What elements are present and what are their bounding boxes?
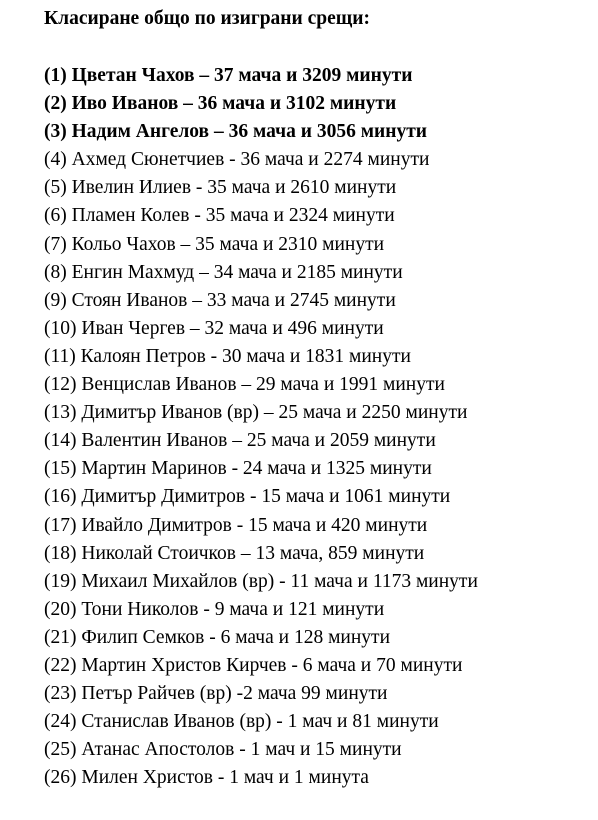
- list-item: (18) Николай Стоичков – 13 мача, 859 минути: [44, 542, 425, 564]
- list-item: (21) Филип Семков - 6 мача и 128 минути: [44, 626, 391, 648]
- list-item: (3) Надим Ангелов – 36 мача и 3056 минути: [44, 121, 428, 143]
- list-item: (10) Иван Чергев – 32 мача и 496 минути: [44, 317, 384, 339]
- list-item: (15) Мартин Маринов - 24 мача и 1325 минути: [44, 458, 432, 480]
- list-item: (25) Атанас Апостолов - 1 мач и 15 минути: [44, 739, 402, 761]
- list-item: (11) Калоян Петров - 30 мача и 1831 минути: [44, 345, 411, 367]
- list-item: (23) Петър Райчев (вр) -2 мача 99 минути: [44, 683, 388, 705]
- list-item: (2) Иво Иванов – 36 мача и 3102 минути: [44, 93, 397, 115]
- list-item: (7) Кольо Чахов – 35 мача и 2310 минути: [44, 233, 385, 255]
- list-item: (24) Станислав Иванов (вр) - 1 мач и 81 минути: [44, 711, 439, 733]
- list-item: (5) Ивелин Илиев - 35 мача и 2610 минути: [44, 177, 397, 199]
- list-item: (16) Димитър Димитров - 15 мача и 1061 минути: [44, 486, 451, 508]
- list-item: (1) Цветан Чахов – 37 мача и 3209 минути: [44, 65, 413, 86]
- list-item: (26) Милен Христов - 1 мач и 1 минута: [44, 767, 369, 789]
- list-item: (13) Димитър Иванов (вр) – 25 мача и 2250 минути: [44, 402, 468, 424]
- list-item: (6) Пламен Колев - 35 мача и 2324 минути: [44, 205, 395, 227]
- list-item: (14) Валентин Иванов – 25 мача и 2059 минути: [44, 430, 436, 452]
- standings-list: [44, 62, 478, 792]
- list-item: (4) Ахмед Сюнетчиев - 36 мача и 2274 минути: [44, 149, 430, 171]
- list-item: (8) Енгин Махмуд – 34 мача и 2185 минути: [44, 261, 403, 283]
- list-item: (22) Мартин Христов Кирчев - 6 мача и 70 минути: [44, 654, 463, 676]
- list-item: (17) Ивайло Димитров - 15 мача и 420 минути: [44, 514, 428, 536]
- list-item: (19) Михаил Михайлов (вр) - 11 мача и 1173 минути: [44, 570, 478, 592]
- page-title: Класиране общо по изиграни срещи:: [44, 8, 370, 29]
- list-item: (12) Венцислав Иванов – 29 мача и 1991 минути: [44, 374, 445, 396]
- list-item: (20) Тони Николов - 9 мача и 121 минути: [44, 598, 385, 620]
- list-item: (9) Стоян Иванов – 33 мача и 2745 минути: [44, 289, 396, 311]
